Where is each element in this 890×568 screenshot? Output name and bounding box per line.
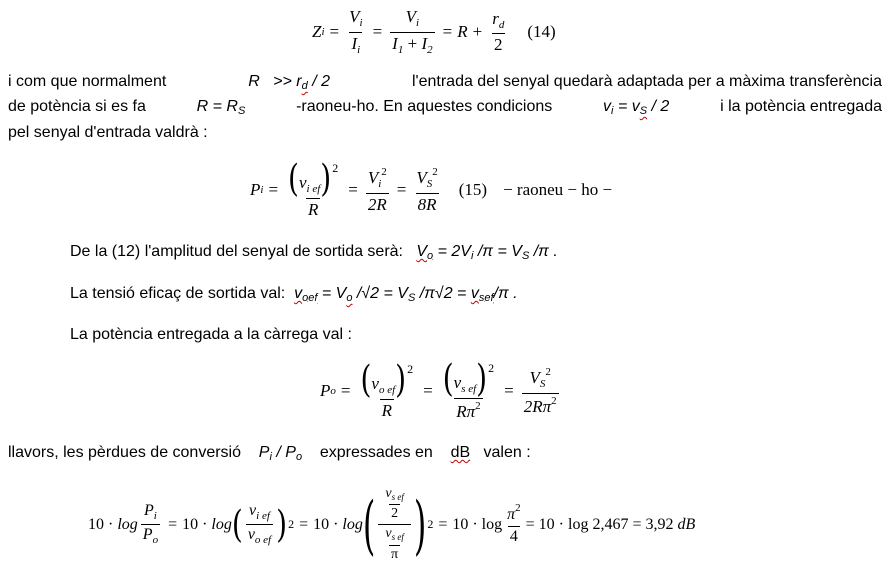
equation-14	[312, 8, 556, 56]
text-run: La tensió eficaç de sortida val:	[70, 285, 286, 302]
eq-symbol: v	[371, 374, 379, 393]
eq-subscript: i ef	[256, 509, 270, 522]
eq-operator: =	[442, 22, 453, 42]
eq-symbol: Rπ	[456, 401, 476, 421]
text-run: = v	[617, 98, 640, 115]
eq-symbol: P	[250, 180, 261, 200]
equation-number: (14)	[527, 22, 556, 42]
eq-exponent: 2	[332, 161, 339, 175]
eq-subscript: d	[498, 18, 505, 31]
eq-symbol: I	[351, 33, 358, 53]
text-run: /π = V	[477, 243, 522, 260]
subscript: i	[611, 105, 614, 117]
subscript: S	[639, 105, 648, 117]
eq-subscript: i	[359, 17, 363, 29]
fraction-pi-over-po	[141, 503, 160, 547]
eq-symbol: P	[144, 501, 154, 519]
text-run: /π .	[533, 243, 558, 260]
eq-exponent: 2	[475, 399, 481, 412]
eq-subscript: i	[378, 178, 382, 190]
text-run: valen :	[483, 444, 531, 461]
eq-exponent: 2	[488, 361, 495, 375]
eq-symbol: r	[492, 8, 499, 28]
text-run: R	[248, 73, 260, 90]
text-run: /π√2 =	[419, 285, 467, 302]
rms-voltage-line: La tensió eficaç de sortida val: voef = Vo /√2 = VS /π√2 = vsef/π .	[70, 285, 518, 304]
eq-symbol: v	[249, 501, 257, 519]
eq-symbol: V	[405, 7, 417, 26]
eq-function: log	[211, 515, 232, 533]
text-run: expressades en	[319, 444, 433, 461]
eq-symbol: 8R	[417, 194, 437, 214]
subscript: d	[301, 80, 308, 92]
eq-exponent: 2	[515, 502, 521, 515]
text-run: -raoneu-ho. En aquestes condicions	[296, 98, 553, 115]
text-run: De la (12) l'amplitud del senyal de sortida serà:	[70, 243, 403, 260]
text-run: llavors, les pèrdues de conversió	[8, 444, 242, 461]
eq-number: 10 ·	[182, 515, 208, 533]
eq-number: 2	[494, 35, 503, 55]
eq-subscript: 1	[397, 43, 404, 56]
eq-result: = 10 · log 2,467 = 3,92	[525, 515, 674, 533]
eq-number: 2	[391, 506, 399, 522]
fraction-vs2-over-2rpi2	[522, 367, 559, 415]
eq-symbol: 2Rπ	[523, 396, 552, 416]
eq-number: 10 ·	[313, 515, 339, 533]
eq-symbol: I	[392, 33, 398, 53]
subscript: o	[295, 451, 303, 463]
eq-number: 10 ·	[88, 515, 114, 533]
equation-15: P i = $\frac{(v_{i ef})^2}{R}$ = $\frac{V_i^2}{2R}$ = $\frac{V_S^2}{8R}$ (15) − raoneu − ho −	[250, 156, 613, 219]
eq-operator: =	[299, 515, 309, 533]
fraction-vs2-over-8r	[414, 167, 439, 213]
eq-symbol: R	[457, 22, 468, 42]
eq-symbol: I	[421, 33, 428, 53]
fraction-pi2-over-4	[505, 503, 523, 546]
text-run: = 2V	[437, 243, 471, 260]
fraction-vief-over-voef	[246, 503, 273, 547]
eq-subscript: i	[260, 184, 264, 197]
text-run: pel senyal d'entrada valdrà :	[8, 124, 208, 141]
text-run: = V	[321, 285, 347, 302]
eq-symbol: R	[307, 199, 319, 219]
text-run: dB	[450, 444, 471, 461]
eq-subscript: o ef	[254, 534, 272, 547]
paragraph-line-1	[8, 73, 882, 92]
text-run: /π .	[493, 285, 518, 302]
eq-symbol: P	[142, 526, 153, 544]
eq-operator: +	[407, 33, 418, 53]
equation-number: (15)	[458, 180, 488, 200]
fraction-rd-over-2	[490, 10, 506, 54]
equation-log: 10 · log $\frac{P_i}{P_o}$ = 10 · log ( $\frac{v_{i ef}}{v_{o ef}}$ ) 2 = 10 · log ( $\frac{\frac{v_{s ef}}{2}}{\frac{v_{s ef}}{\pi}}$ ) 2 = 10 · log $\frac{\pi^2}{4}$ = 10 · log 2,467 = 3,92 dB	[88, 486, 696, 563]
fraction-v-over-i1-i2	[390, 8, 434, 56]
text-run: /√2 = V	[356, 285, 408, 302]
text-run: v	[603, 98, 612, 115]
eq-symbol: R	[381, 400, 392, 420]
eq-symbol: v	[298, 173, 307, 192]
eq-subscript: i	[153, 509, 157, 522]
eq-symbol: V	[367, 168, 379, 187]
eq-function: log	[117, 515, 138, 533]
eq-symbol: v	[453, 373, 462, 392]
eq-subscript: S	[539, 378, 546, 390]
fraction-vief2-over-r: $\frac{(v_{i ef})^2}{R}$	[288, 156, 339, 219]
eq-symbol: v	[385, 486, 392, 501]
equation-po: P o = $\frac{(v_{o ef})^2}{R}$ = $\frac{(v_{s ef})^2}{R\pi^2}$ = $\frac{V_S^2}{2R\pi^2}$	[320, 356, 557, 421]
eq-unit: dB	[677, 515, 696, 533]
eq-function: log	[342, 515, 363, 533]
eq-function: log	[481, 515, 503, 533]
eq-symbol: v	[247, 526, 255, 544]
eq-exponent: 2	[381, 166, 387, 178]
eq-exponent: 2	[551, 394, 557, 407]
eq-subscript: o ef	[378, 384, 396, 396]
text-run: de potència si es fa	[8, 98, 146, 115]
fraction-v-over-i	[347, 8, 364, 56]
eq-exponent: 2	[545, 366, 551, 378]
equation-note: − raoneu − ho −	[503, 180, 613, 200]
text-run: La potència entregada a la càrrega val :	[70, 326, 352, 343]
subscript: i	[269, 451, 272, 463]
eq-operator: +	[472, 22, 483, 42]
text-run: P	[258, 444, 270, 461]
fraction-vi2-over-2r	[366, 167, 389, 213]
eq-symbol: P	[320, 381, 331, 401]
eq-subscript: 2	[427, 43, 433, 56]
power-line	[70, 326, 352, 344]
eq-subscript: o	[330, 385, 336, 398]
eq-number: 10 ·	[452, 515, 478, 533]
fraction-vsef2-over-rpi2: $\frac{(v_{s ef})^2}{R\pi^2}$	[442, 356, 495, 421]
eq-subscript: s ef	[461, 383, 477, 395]
eq-symbol: π	[507, 506, 516, 524]
eq-operator: =	[372, 22, 383, 42]
text-run: i com que normalment	[8, 73, 167, 90]
losses-line	[8, 444, 531, 463]
eq-symbol: Z	[312, 22, 322, 42]
eq-symbol: V	[416, 168, 427, 187]
amplitude-line: De la (12) l'amplitud del senyal de sortida serà: Vo = 2Vi /π = VS /π .	[70, 243, 558, 262]
eq-symbol: V	[349, 7, 360, 26]
text-run: / 2	[312, 73, 331, 90]
eq-subscript: S	[426, 178, 433, 190]
eq-exponent: 2	[288, 517, 295, 532]
text-run: >> r	[273, 73, 302, 90]
eq-exponent: 2	[432, 166, 438, 178]
eq-operator: =	[438, 515, 448, 533]
eq-subscript: i	[321, 26, 325, 39]
fraction-voef2-over-r: $\frac{(v_{o ef})^2}{R}$	[360, 357, 414, 420]
eq-symbol: v	[385, 526, 392, 542]
eq-subscript: s ef	[391, 532, 404, 543]
eq-operator: =	[329, 22, 340, 42]
fraction-nested	[378, 487, 410, 562]
eq-operator: =	[168, 515, 178, 533]
eq-subscript: s ef	[391, 492, 404, 502]
text-run: R = R	[196, 98, 238, 115]
eq-number: π	[391, 546, 399, 562]
paragraph-line-2	[8, 98, 882, 117]
eq-symbol: 2R	[367, 194, 387, 214]
text-run: l'entrada del senyal quedarà adaptada per a màxima transferència	[411, 73, 882, 90]
eq-subscript: i ef	[306, 183, 321, 195]
subscript: S	[237, 105, 246, 117]
eq-subscript: o	[152, 534, 159, 547]
text-run: i la potència entregada	[720, 98, 882, 115]
text-run: / P	[276, 444, 296, 461]
eq-number: 4	[509, 528, 518, 546]
eq-subscript: i	[416, 17, 420, 29]
eq-symbol: V	[529, 368, 540, 387]
paragraph-line-3	[8, 124, 208, 142]
eq-exponent: 2	[427, 517, 434, 532]
eq-subscript: i	[357, 43, 361, 56]
eq-exponent: 2	[407, 362, 414, 376]
text-run: / 2	[651, 98, 670, 115]
